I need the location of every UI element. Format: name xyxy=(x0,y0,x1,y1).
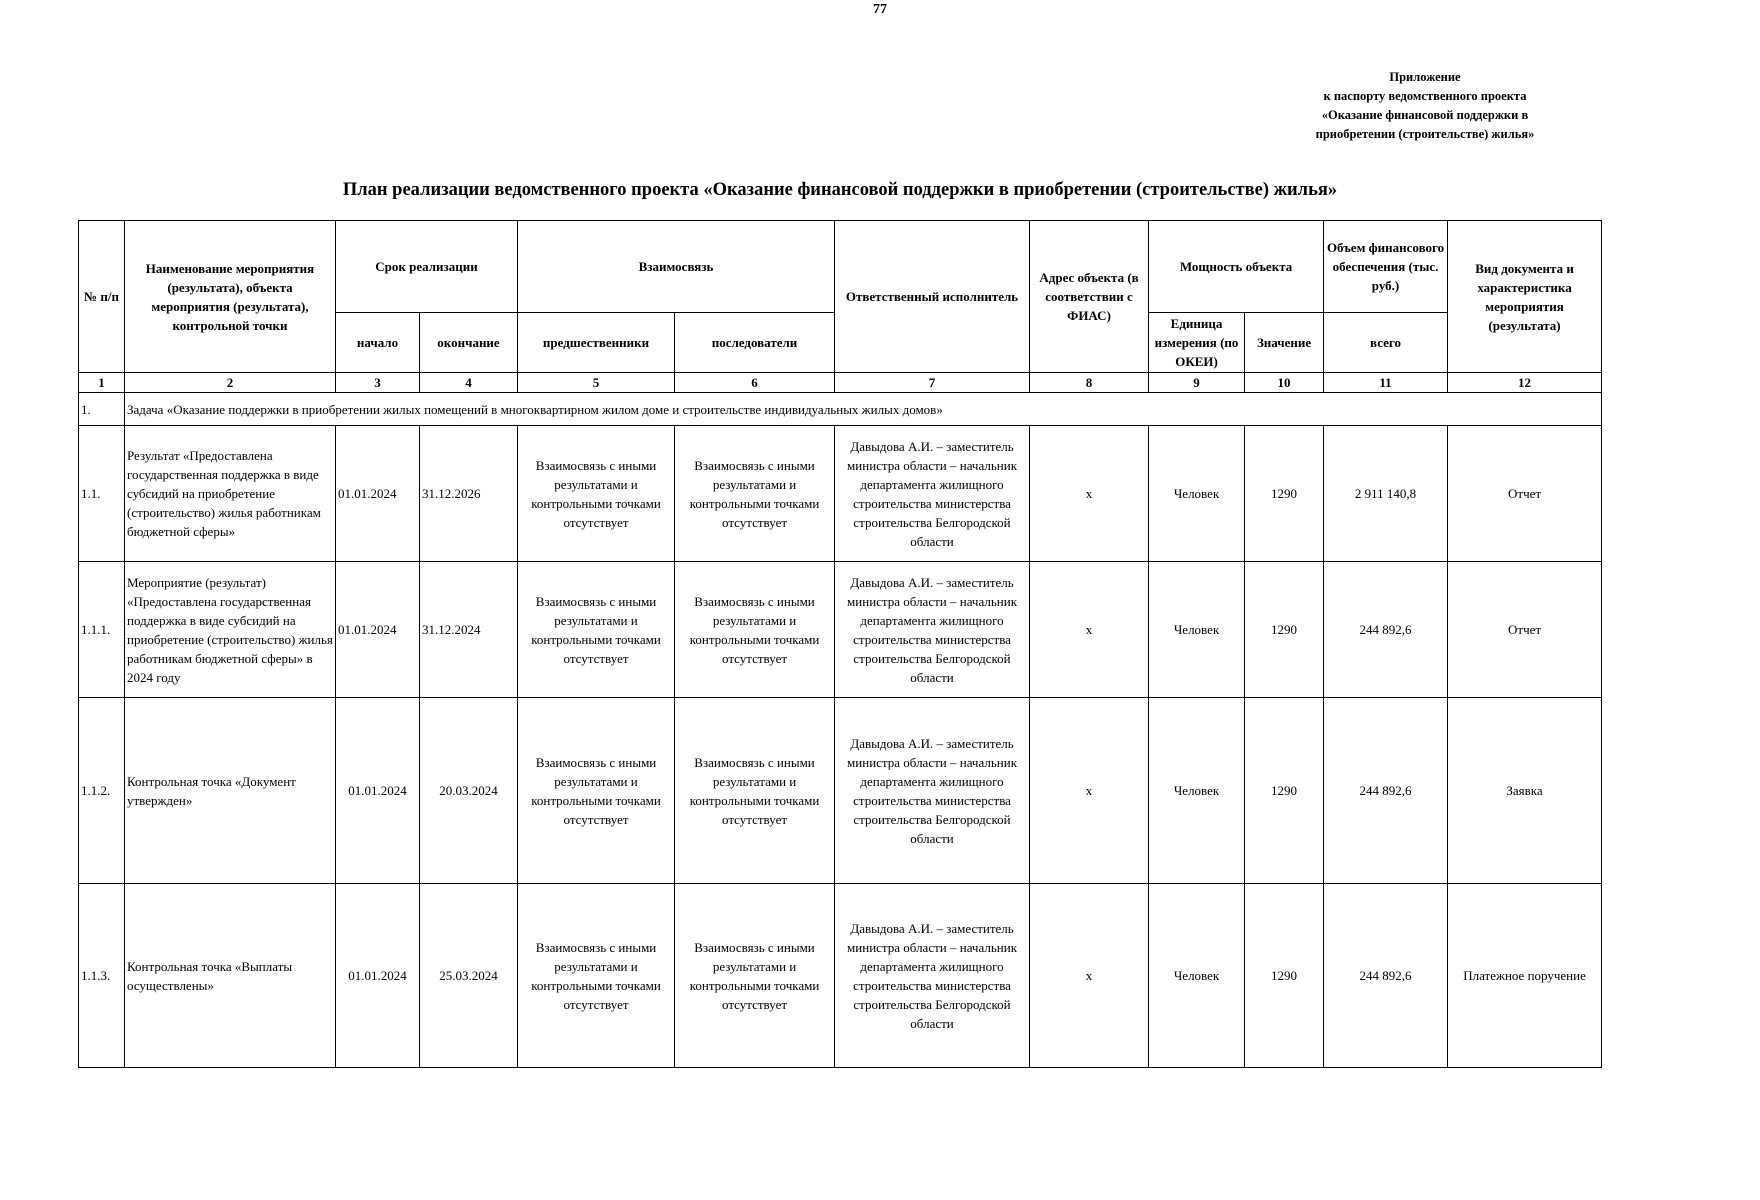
column-number: 11 xyxy=(1324,373,1448,393)
row-predecessors: Взаимосвязь с иными результатами и контрольными точками отсутствует xyxy=(518,426,675,562)
header-value: Значение xyxy=(1245,313,1324,373)
appendix-line: Приложение xyxy=(1389,70,1461,84)
plan-table xyxy=(78,220,1602,1068)
row-start: 01.01.2024 xyxy=(336,562,420,698)
column-number: 5 xyxy=(518,373,675,393)
row-successors: Взаимосвязь с иными результатами и контрольными точками отсутствует xyxy=(675,884,835,1068)
row-successors: Взаимосвязь с иными результатами и контрольными точками отсутствует xyxy=(675,426,835,562)
row-responsible: Давыдова А.И. – заместитель министра области – начальник департамента жилищного строительства министерства строительства Белгородской области xyxy=(835,884,1030,1068)
column-number: 7 xyxy=(835,373,1030,393)
column-number: 4 xyxy=(420,373,518,393)
row-doc-type: Отчет xyxy=(1448,426,1602,562)
row-value: 1290 xyxy=(1245,562,1324,698)
header-start: начало xyxy=(336,313,420,373)
appendix-line: к паспорту ведомственного проекта xyxy=(1323,89,1527,103)
row-start: 01.01.2024 xyxy=(336,426,420,562)
row-name: Результат «Предоставлена государственная поддержка в виде субсидий на приобретение (строительство) жилья работникам бюджетной сферы» xyxy=(125,426,336,562)
row-start: 01.01.2024 xyxy=(336,698,420,884)
header-predecessors: предшественники xyxy=(518,313,675,373)
row-name: Контрольная точка «Выплаты осуществлены» xyxy=(125,884,336,1068)
header-period: Срок реализации xyxy=(336,221,518,313)
column-number: 9 xyxy=(1149,373,1245,393)
page-number: 77 xyxy=(873,2,887,17)
row-total: 2 911 140,8 xyxy=(1324,426,1448,562)
row-doc-type: Заявка xyxy=(1448,698,1602,884)
column-number: 10 xyxy=(1245,373,1324,393)
header-doc-type: Вид документа и характеристика мероприятия (результата) xyxy=(1448,221,1602,373)
row-number: 1.1.2. xyxy=(79,698,125,884)
header-capacity: Мощность объекта xyxy=(1149,221,1324,313)
row-unit: Человек xyxy=(1149,698,1245,884)
row-predecessors: Взаимосвязь с иными результатами и контрольными точками отсутствует xyxy=(518,698,675,884)
row-responsible: Давыдова А.И. – заместитель министра области – начальник департамента жилищного строительства министерства строительства Белгородской области xyxy=(835,562,1030,698)
row-value: 1290 xyxy=(1245,698,1324,884)
row-unit: Человек xyxy=(1149,426,1245,562)
row-unit: Человек xyxy=(1149,884,1245,1068)
row-value: 1290 xyxy=(1245,884,1324,1068)
row-unit: Человек xyxy=(1149,562,1245,698)
document-title: План реализации ведомственного проекта «Оказание финансовой поддержки в приобретении (строительстве) жилья» xyxy=(342,180,1338,200)
row-start: 01.01.2024 xyxy=(336,884,420,1068)
row-end: 20.03.2024 xyxy=(420,698,518,884)
appendix-line: «Оказание финансовой поддержки в xyxy=(1321,108,1529,122)
column-number: 2 xyxy=(125,373,336,393)
row-address: х xyxy=(1030,426,1149,562)
row-responsible: Давыдова А.И. – заместитель министра области – начальник департамента жилищного строительства министерства строительства Белгородской области xyxy=(835,698,1030,884)
table-row xyxy=(79,884,1602,1068)
row-doc-type: Отчет xyxy=(1448,562,1602,698)
appendix-line: приобретении (строительстве) жилья» xyxy=(1315,127,1535,141)
header-name: Наименование мероприятия (результата), объекта мероприятия (результата), контрольной точки xyxy=(125,221,336,373)
row-name: Контрольная точка «Документ утвержден» xyxy=(125,698,336,884)
header-successors: последователи xyxy=(675,313,835,373)
row-predecessors: Взаимосвязь с иными результатами и контрольными точками отсутствует xyxy=(518,562,675,698)
row-number: 1.1.3. xyxy=(79,884,125,1068)
table-row xyxy=(79,562,1602,698)
row-value: 1290 xyxy=(1245,426,1324,562)
row-total: 244 892,6 xyxy=(1324,698,1448,884)
task-row xyxy=(79,393,1602,426)
header-total: всего xyxy=(1324,313,1448,373)
header-relation: Взаимосвязь xyxy=(518,221,835,313)
row-number: 1.1.1. xyxy=(79,562,125,698)
table-row xyxy=(79,426,1602,562)
row-total: 244 892,6 xyxy=(1324,884,1448,1068)
header-funding: Объем финансового обеспечения (тыс. руб.) xyxy=(1324,221,1448,313)
row-successors: Взаимосвязь с иными результатами и контрольными точками отсутствует xyxy=(675,698,835,884)
row-address: х xyxy=(1030,562,1149,698)
header-end: окончание xyxy=(420,313,518,373)
column-number: 3 xyxy=(336,373,420,393)
row-end: 25.03.2024 xyxy=(420,884,518,1068)
task-text: Задача «Оказание поддержки в приобретении жилых помещений в многоквартирном жилом доме и строительстве индивидуальных жилых домов» xyxy=(125,393,1602,426)
row-responsible: Давыдова А.И. – заместитель министра области – начальник департамента жилищного строительства министерства строительства Белгородской области xyxy=(835,426,1030,562)
row-total: 244 892,6 xyxy=(1324,562,1448,698)
row-number: 1.1. xyxy=(79,426,125,562)
row-address: х xyxy=(1030,884,1149,1068)
header-address: Адрес объекта (в соответствии с ФИАС) xyxy=(1030,221,1149,373)
column-number-row xyxy=(79,373,1602,393)
task-number: 1. xyxy=(79,393,125,426)
row-successors: Взаимосвязь с иными результатами и контрольными точками отсутствует xyxy=(675,562,835,698)
row-name: Мероприятие (результат) «Предоставлена государственная поддержка в виде субсидий на приобретение (строительство) жилья работникам бюджетной сферы» в 2024 году xyxy=(125,562,336,698)
column-number: 1 xyxy=(79,373,125,393)
appendix-note xyxy=(1280,68,1570,144)
row-doc-type: Платежное поручение xyxy=(1448,884,1602,1068)
row-end: 31.12.2026 xyxy=(420,426,518,562)
header-unit: Единица измерения (по ОКЕИ) xyxy=(1149,313,1245,373)
table-row xyxy=(79,698,1602,884)
row-predecessors: Взаимосвязь с иными результатами и контрольными точками отсутствует xyxy=(518,884,675,1068)
column-number: 6 xyxy=(675,373,835,393)
row-address: х xyxy=(1030,698,1149,884)
column-number: 12 xyxy=(1448,373,1602,393)
header-responsible: Ответственный исполнитель xyxy=(835,221,1030,373)
column-number: 8 xyxy=(1030,373,1149,393)
row-end: 31.12.2024 xyxy=(420,562,518,698)
header-num: № п/п xyxy=(79,221,125,373)
